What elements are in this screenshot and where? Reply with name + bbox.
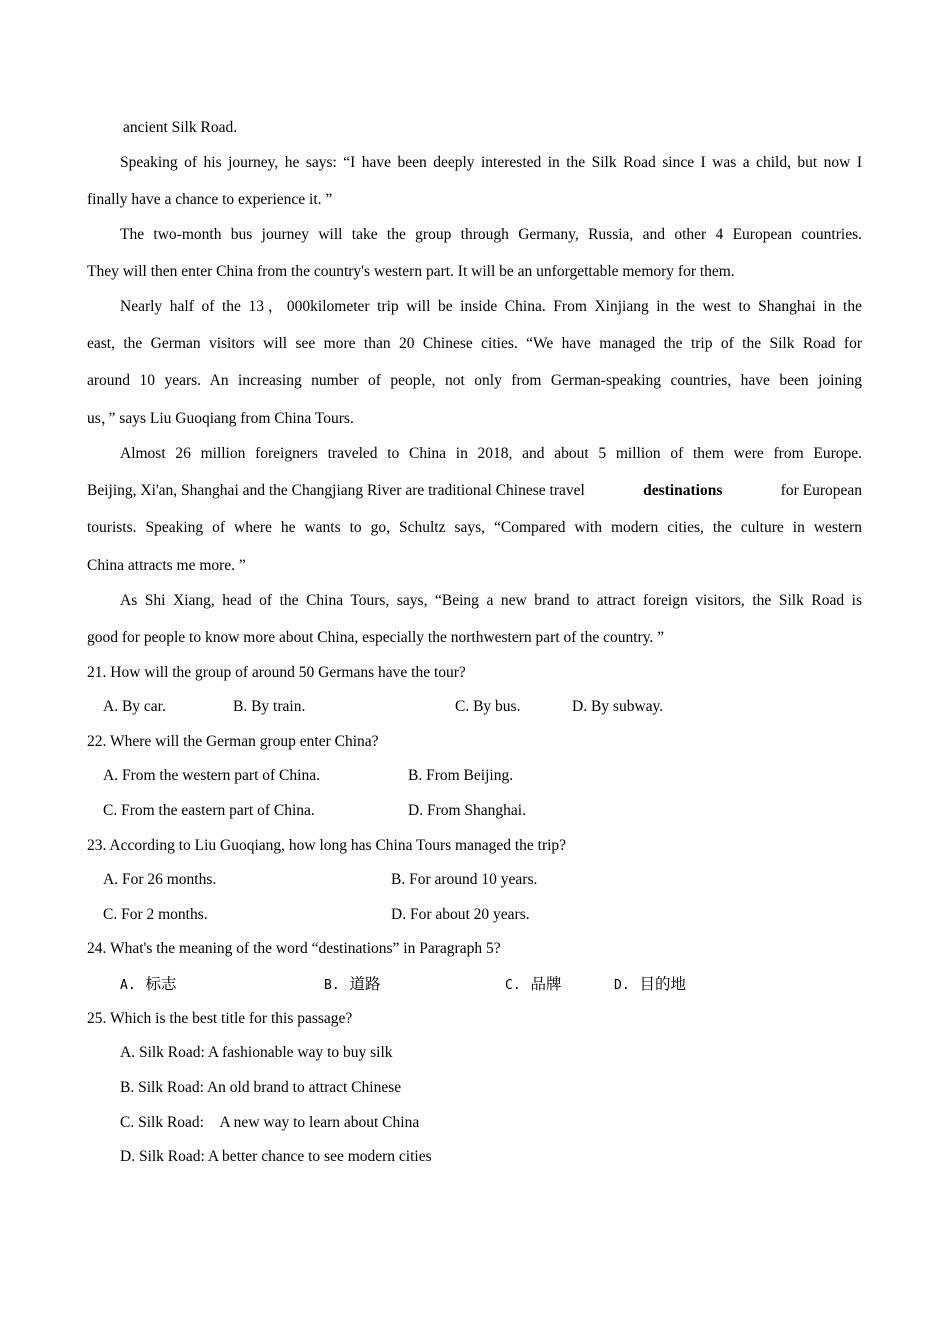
passage-line: They will then enter China from the country's western part. It will be an unforgettable memory for them. [87,263,735,280]
option-b: B. From Beijing. [408,767,514,784]
option-letter: A. [120,978,136,993]
option-c [505,974,562,996]
option-d: D. By subway. [572,698,664,715]
option-c: C. From the eastern part of China. [103,802,315,819]
option-b: B. By train. [233,698,306,715]
question-stem: 24. What's the meaning of the word “destinations” in Paragraph 5? [87,940,501,957]
option-d [614,974,686,996]
option-a: A. For 26 months. [103,871,217,888]
option-d: D. Silk Road: A better chance to see modern cities [120,1148,432,1165]
option-b: B. Silk Road: An old brand to attract Chinese [120,1079,402,1096]
passage-line: good for people to know more about China, especially the northwestern part of the country. ” [87,629,665,646]
option-d: D. For about 20 years. [391,906,530,923]
question-stem: 23. According to Liu Guoqiang, how long has China Tours managed the trip? [87,837,567,854]
option-a: A. From the western part of China. [103,767,320,784]
option-text: 目的地 [639,975,687,993]
passage-line: Speaking of his journey, he says: “I have been deeply interested in the Silk Road since I was a child, but now I [120,154,862,171]
passage-line: ancient Silk Road. [123,119,238,136]
option-c: C. By bus. [455,698,521,715]
passage-line: Almost 26 million foreigners traveled to China in 2018, and about 5 million of them were from Europe. [120,445,862,462]
option-b: B. For around 10 years. [391,871,538,888]
passage-line: As Shi Xiang, head of the China Tours, says, “Being a new brand to attract foreign visitors, the Silk Road is [120,592,862,609]
passage-line: around 10 years. An increasing number of people, not only from German-speaking countries, have been joining [87,372,862,389]
option-letter: C. [505,978,521,993]
option-text: 道路 [349,975,381,993]
option-a: A. By car. [103,698,166,715]
option-b [324,974,381,996]
passage-line: finally have a chance to experience it. ” [87,191,333,208]
option-letter: B. [324,978,340,993]
option-c: C. For 2 months. [103,906,208,923]
option-text: 品牌 [530,975,562,993]
passage-line: Nearly half of the 13，000kilometer trip will be inside China. From Xinjiang in the west to Shanghai in the [120,298,862,315]
passage-line [87,481,862,501]
passage-line: east, the German visitors will see more than 20 Chinese cities. “We have managed the trip of the Silk Road for [87,335,862,352]
option-a [120,974,177,996]
question-stem: 21. How will the group of around 50 Germans have the tour? [87,664,466,681]
passage-text: Beijing, Xi'an, Shanghai and the Changjiang River are traditional Chinese travel [87,482,585,499]
passage-line: us，” says Liu Guoqiang from China Tours. [87,410,354,427]
option-letter: D. [614,978,630,993]
option-c: C. Silk Road: A new way to learn about China [120,1114,420,1131]
passage-line: China attracts me more. ” [87,557,246,574]
option-a: A. Silk Road: A fashionable way to buy silk [120,1044,393,1061]
passage-line: tourists. Speaking of where he wants to go, Schultz says, “Compared with modern cities, the culture in western [87,519,862,536]
option-d: D. From Shanghai. [408,802,526,819]
option-text: 标志 [145,975,177,993]
passage-line: The two-month bus journey will take the group through Germany, Russia, and other 4 European countries. [120,226,862,243]
passage-text: for European [780,482,862,499]
highlighted-word: destinations [643,482,723,499]
question-stem: 25. Which is the best title for this passage? [87,1010,353,1027]
question-stem: 22. Where will the German group enter China? [87,733,379,750]
